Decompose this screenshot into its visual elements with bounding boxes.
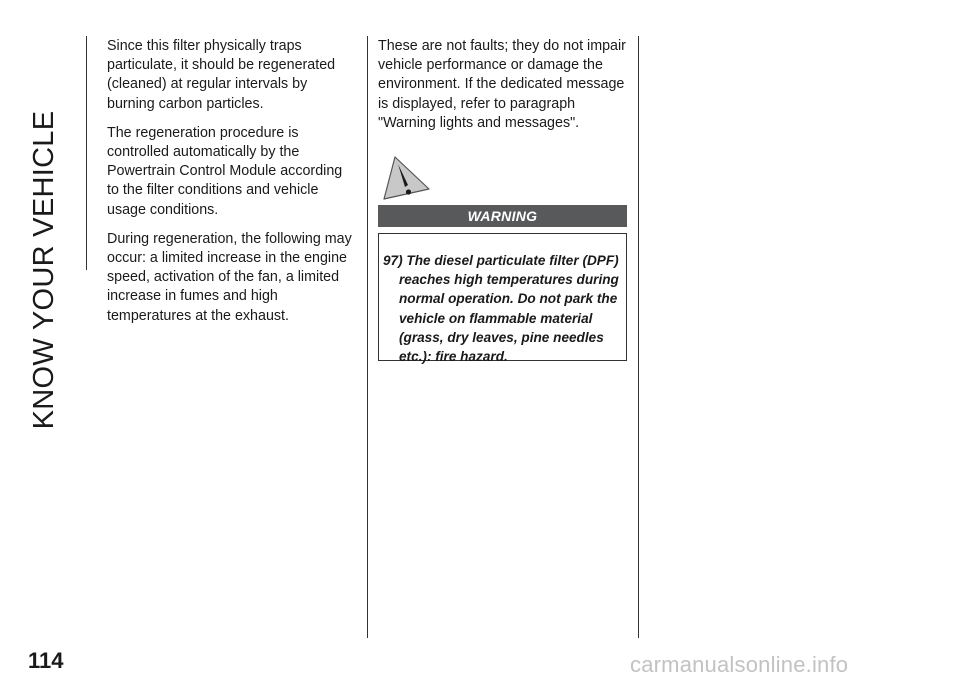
warning-header: WARNING [378,205,627,227]
column-divider [638,36,639,638]
page-number: 114 [28,648,64,673]
paragraph: During regeneration, the following may occur: a limited increase in the engine speed, activation of the fan, a limited increase in fumes and high temperatures at the exhaust. [107,230,352,324]
paragraph: These are not faults; they do not impair vehicle performance or damage the environment. If the dedicated message is displayed, refer to paragraph "Warning lights and messages". [378,38,626,131]
paragraph: Since this filter physically traps particulate, it should be regenerated (cleaned) at regular intervals by burning carbon particles. [107,38,336,112]
watermark: carmanualsonline.info [630,652,849,677]
section-title-rule [86,36,87,270]
warning-triangle-icon [382,155,430,201]
paragraph: The regeneration procedure is controlled automatically by the Powertrain Control Module according to the filter conditions and vehicle usage conditions. [107,124,343,218]
right-column [378,37,630,143]
warning-text: 97) The diesel particulate filter (DPF) reaches high temperatures during normal operation. Do not park the vehicle on flammable material (grass, dry leaves, pine needles etc.): fire hazard. [383,253,619,365]
column-divider [367,36,368,638]
left-column [107,37,357,336]
section-title: KNOW YOUR VEHICLE [28,110,60,430]
